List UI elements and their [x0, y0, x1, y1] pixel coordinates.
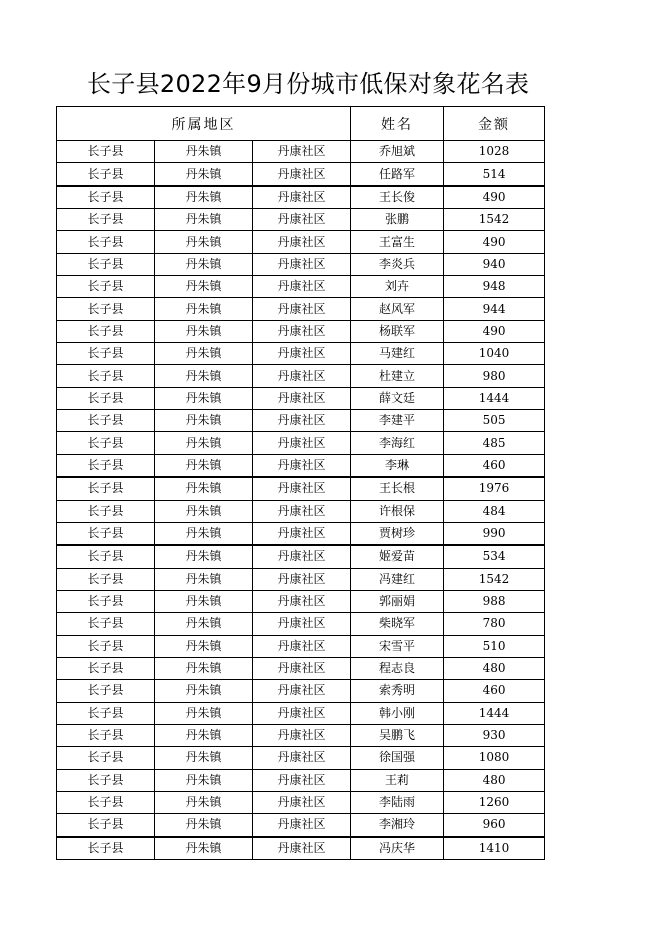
table-row: [57, 298, 545, 320]
table-row: [57, 680, 545, 702]
table-body: [57, 141, 545, 860]
table-row: [57, 163, 545, 186]
table-row: [57, 635, 545, 657]
name-cell: 李炎兵: [351, 253, 444, 275]
town-cell: 丹朱镇: [155, 702, 253, 724]
community-cell: 丹康社区: [253, 477, 351, 500]
header-row: [57, 107, 545, 141]
community-cell: 丹康社区: [253, 298, 351, 320]
town-cell: 丹朱镇: [155, 298, 253, 320]
name-cell: 杨联军: [351, 320, 444, 342]
town-cell: 丹朱镇: [155, 343, 253, 365]
name-cell: 马建红: [351, 343, 444, 365]
table-row: [57, 186, 545, 209]
header-amount: 金额: [444, 107, 545, 141]
county-cell: 长子县: [57, 432, 155, 454]
name-cell: 李陆雨: [351, 791, 444, 813]
county-cell: 长子县: [57, 500, 155, 522]
community-cell: 丹康社区: [253, 253, 351, 275]
amount-cell: 460: [444, 454, 545, 477]
name-cell: 王长根: [351, 477, 444, 500]
amount-cell: 948: [444, 276, 545, 298]
community-cell: 丹康社区: [253, 387, 351, 409]
table-row: [57, 747, 545, 769]
table-row: [57, 500, 545, 522]
name-cell: 郭丽娟: [351, 590, 444, 612]
community-cell: 丹康社区: [253, 635, 351, 657]
community-cell: 丹康社区: [253, 320, 351, 342]
amount-cell: 534: [444, 545, 545, 568]
community-cell: 丹康社区: [253, 702, 351, 724]
town-cell: 丹朱镇: [155, 680, 253, 702]
amount-cell: 1080: [444, 747, 545, 769]
table-row: [57, 141, 545, 163]
town-cell: 丹朱镇: [155, 276, 253, 298]
community-cell: 丹康社区: [253, 724, 351, 746]
county-cell: 长子县: [57, 522, 155, 545]
town-cell: 丹朱镇: [155, 231, 253, 253]
town-cell: 丹朱镇: [155, 837, 253, 860]
county-cell: 长子县: [57, 747, 155, 769]
table-row: [57, 343, 545, 365]
county-cell: 长子县: [57, 613, 155, 635]
amount-cell: 460: [444, 680, 545, 702]
amount-cell: 510: [444, 635, 545, 657]
amount-cell: 480: [444, 769, 545, 791]
name-cell: 冯庆华: [351, 837, 444, 860]
name-cell: 赵风军: [351, 298, 444, 320]
table-row: [57, 522, 545, 545]
table-row: [57, 410, 545, 432]
amount-cell: 980: [444, 365, 545, 387]
table-row: [57, 613, 545, 635]
county-cell: 长子县: [57, 814, 155, 837]
table-row: [57, 590, 545, 612]
town-cell: 丹朱镇: [155, 410, 253, 432]
community-cell: 丹康社区: [253, 500, 351, 522]
table-row: [57, 365, 545, 387]
amount-cell: 480: [444, 657, 545, 679]
name-cell: 乔旭斌: [351, 141, 444, 163]
table-row: [57, 320, 545, 342]
community-cell: 丹康社区: [253, 432, 351, 454]
community-cell: 丹康社区: [253, 141, 351, 163]
table-row: [57, 814, 545, 837]
county-cell: 长子县: [57, 231, 155, 253]
town-cell: 丹朱镇: [155, 635, 253, 657]
county-cell: 长子县: [57, 298, 155, 320]
county-cell: 长子县: [57, 769, 155, 791]
amount-cell: 1542: [444, 568, 545, 590]
community-cell: 丹康社区: [253, 209, 351, 231]
county-cell: 长子县: [57, 590, 155, 612]
community-cell: 丹康社区: [253, 769, 351, 791]
county-cell: 长子县: [57, 724, 155, 746]
county-cell: 长子县: [57, 635, 155, 657]
county-cell: 长子县: [57, 141, 155, 163]
amount-cell: 1444: [444, 387, 545, 409]
town-cell: 丹朱镇: [155, 454, 253, 477]
table-row: [57, 253, 545, 275]
amount-cell: 1444: [444, 702, 545, 724]
name-cell: 冯建红: [351, 568, 444, 590]
town-cell: 丹朱镇: [155, 568, 253, 590]
town-cell: 丹朱镇: [155, 253, 253, 275]
table-row: [57, 568, 545, 590]
table-row: [57, 769, 545, 791]
county-cell: 长子县: [57, 680, 155, 702]
community-cell: 丹康社区: [253, 568, 351, 590]
town-cell: 丹朱镇: [155, 500, 253, 522]
name-cell: 李湘玲: [351, 814, 444, 837]
community-cell: 丹康社区: [253, 791, 351, 813]
community-cell: 丹康社区: [253, 522, 351, 545]
community-cell: 丹康社区: [253, 747, 351, 769]
community-cell: 丹康社区: [253, 814, 351, 837]
county-cell: 长子县: [57, 276, 155, 298]
header-name: 姓名: [351, 107, 444, 141]
community-cell: 丹康社区: [253, 276, 351, 298]
header-region: 所属地区: [57, 107, 351, 141]
county-cell: 长子县: [57, 545, 155, 568]
page-title: 长子县2022年9月份城市低保对象花名表: [87, 70, 530, 98]
town-cell: 丹朱镇: [155, 657, 253, 679]
name-cell: 宋雪平: [351, 635, 444, 657]
table-row: [57, 276, 545, 298]
table-row: [57, 657, 545, 679]
town-cell: 丹朱镇: [155, 365, 253, 387]
town-cell: 丹朱镇: [155, 545, 253, 568]
name-cell: 李建平: [351, 410, 444, 432]
amount-cell: 930: [444, 724, 545, 746]
community-cell: 丹康社区: [253, 186, 351, 209]
amount-cell: 514: [444, 163, 545, 186]
town-cell: 丹朱镇: [155, 320, 253, 342]
name-cell: 柴晓军: [351, 613, 444, 635]
name-cell: 王长俊: [351, 186, 444, 209]
table-row: [57, 432, 545, 454]
amount-cell: 490: [444, 231, 545, 253]
community-cell: 丹康社区: [253, 545, 351, 568]
county-cell: 长子县: [57, 365, 155, 387]
amount-cell: 505: [444, 410, 545, 432]
town-cell: 丹朱镇: [155, 387, 253, 409]
amount-cell: 940: [444, 253, 545, 275]
community-cell: 丹康社区: [253, 613, 351, 635]
town-cell: 丹朱镇: [155, 477, 253, 500]
table-row: [57, 724, 545, 746]
town-cell: 丹朱镇: [155, 769, 253, 791]
county-cell: 长子县: [57, 387, 155, 409]
town-cell: 丹朱镇: [155, 791, 253, 813]
county-cell: 长子县: [57, 568, 155, 590]
town-cell: 丹朱镇: [155, 522, 253, 545]
county-cell: 长子县: [57, 253, 155, 275]
amount-cell: 944: [444, 298, 545, 320]
name-cell: 吴鹏飞: [351, 724, 444, 746]
name-cell: 薛文廷: [351, 387, 444, 409]
table-row: [57, 387, 545, 409]
county-cell: 长子县: [57, 791, 155, 813]
name-cell: 贾树珍: [351, 522, 444, 545]
community-cell: 丹康社区: [253, 343, 351, 365]
town-cell: 丹朱镇: [155, 186, 253, 209]
amount-cell: 490: [444, 320, 545, 342]
county-cell: 长子县: [57, 320, 155, 342]
name-cell: 徐国强: [351, 747, 444, 769]
name-cell: 许根保: [351, 500, 444, 522]
name-cell: 任路军: [351, 163, 444, 186]
county-cell: 长子县: [57, 702, 155, 724]
name-cell: 王富生: [351, 231, 444, 253]
table-row: [57, 477, 545, 500]
community-cell: 丹康社区: [253, 365, 351, 387]
town-cell: 丹朱镇: [155, 613, 253, 635]
amount-cell: 988: [444, 590, 545, 612]
community-cell: 丹康社区: [253, 454, 351, 477]
county-cell: 长子县: [57, 410, 155, 432]
town-cell: 丹朱镇: [155, 163, 253, 186]
community-cell: 丹康社区: [253, 231, 351, 253]
town-cell: 丹朱镇: [155, 814, 253, 837]
community-cell: 丹康社区: [253, 590, 351, 612]
town-cell: 丹朱镇: [155, 432, 253, 454]
amount-cell: 780: [444, 613, 545, 635]
community-cell: 丹康社区: [253, 657, 351, 679]
town-cell: 丹朱镇: [155, 590, 253, 612]
name-cell: 李海红: [351, 432, 444, 454]
county-cell: 长子县: [57, 837, 155, 860]
table-header: [57, 107, 545, 141]
amount-cell: 1040: [444, 343, 545, 365]
county-cell: 长子县: [57, 477, 155, 500]
name-cell: 王莉: [351, 769, 444, 791]
table-row: [57, 231, 545, 253]
county-cell: 长子县: [57, 209, 155, 231]
community-cell: 丹康社区: [253, 680, 351, 702]
name-cell: 杜建立: [351, 365, 444, 387]
community-cell: 丹康社区: [253, 163, 351, 186]
county-cell: 长子县: [57, 186, 155, 209]
town-cell: 丹朱镇: [155, 747, 253, 769]
amount-cell: 485: [444, 432, 545, 454]
amount-cell: 484: [444, 500, 545, 522]
amount-cell: 1976: [444, 477, 545, 500]
amount-cell: 1542: [444, 209, 545, 231]
county-cell: 长子县: [57, 163, 155, 186]
amount-cell: 1260: [444, 791, 545, 813]
community-cell: 丹康社区: [253, 410, 351, 432]
town-cell: 丹朱镇: [155, 141, 253, 163]
amount-cell: 1410: [444, 837, 545, 860]
table-row: [57, 791, 545, 813]
county-cell: 长子县: [57, 454, 155, 477]
table-row: [57, 454, 545, 477]
name-cell: 李琳: [351, 454, 444, 477]
name-cell: 姬爱苗: [351, 545, 444, 568]
county-cell: 长子县: [57, 343, 155, 365]
name-cell: 韩小刚: [351, 702, 444, 724]
name-cell: 刘卉: [351, 276, 444, 298]
amount-cell: 490: [444, 186, 545, 209]
town-cell: 丹朱镇: [155, 724, 253, 746]
table-row: [57, 837, 545, 860]
name-cell: 程志良: [351, 657, 444, 679]
table-row: [57, 702, 545, 724]
table-row: [57, 209, 545, 231]
county-cell: 长子县: [57, 657, 155, 679]
name-cell: 张鹏: [351, 209, 444, 231]
name-cell: 索秀明: [351, 680, 444, 702]
amount-cell: 960: [444, 814, 545, 837]
amount-cell: 1028: [444, 141, 545, 163]
table-row: [57, 545, 545, 568]
roster-table: [56, 106, 545, 860]
community-cell: 丹康社区: [253, 837, 351, 860]
amount-cell: 990: [444, 522, 545, 545]
town-cell: 丹朱镇: [155, 209, 253, 231]
